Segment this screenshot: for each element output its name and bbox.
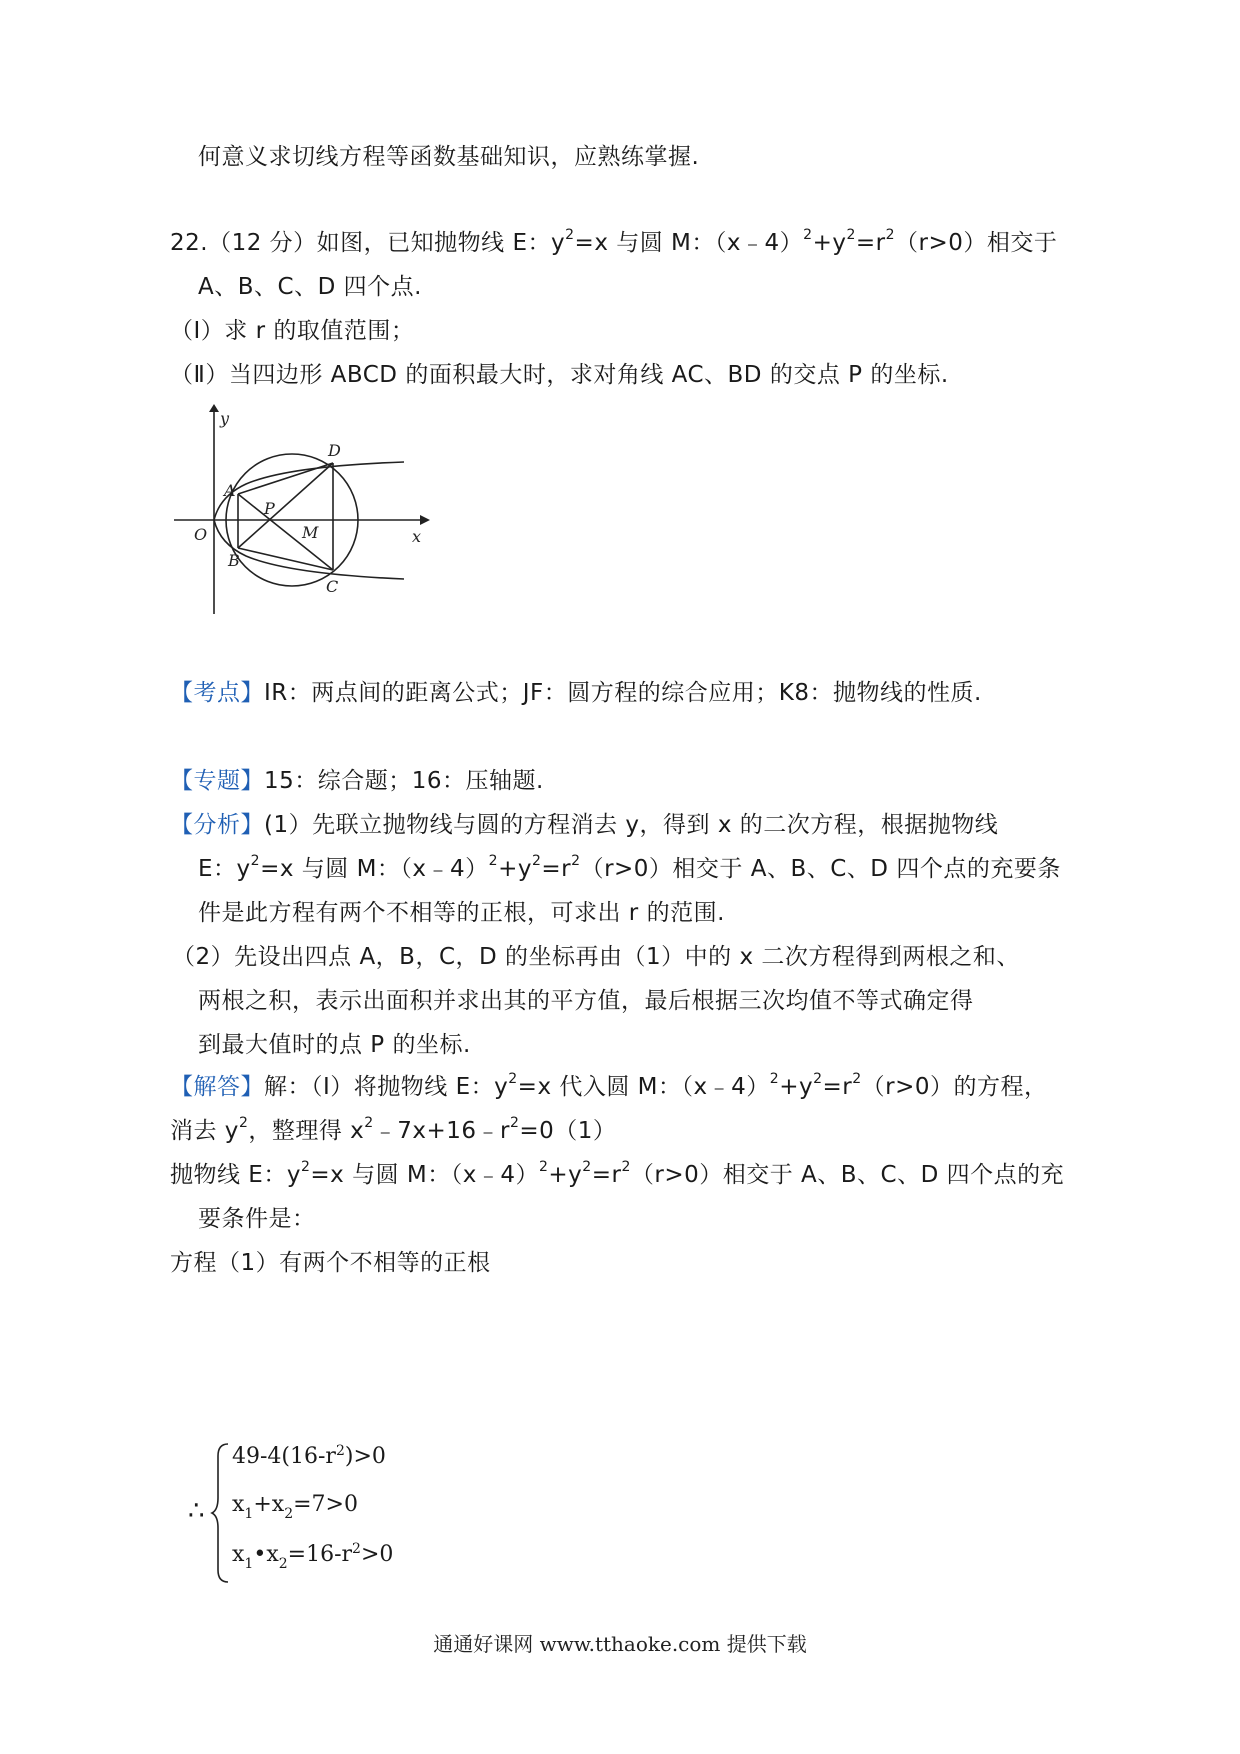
- exponent: 2: [488, 853, 499, 870]
- jieda-text: （r>0）相交于 A、B、C、D 四个点的充: [630, 1162, 1065, 1188]
- jieda-text: ﹣7x+16﹣r: [373, 1118, 510, 1144]
- fenxi-text: =x 与圆 M：（x﹣4）: [260, 856, 489, 882]
- jieda-tag: 【解答】: [170, 1074, 264, 1100]
- fenxi-text: (1）先联立抛物线与圆的方程消去 y，得到 x 的二次方程，根据抛物线: [264, 812, 999, 838]
- label-p: P: [264, 499, 275, 518]
- problem-part-1: （Ⅰ）求 r 的取值范围；: [170, 318, 415, 344]
- x-axis-arrow: [420, 515, 430, 525]
- problem-part-2: （Ⅱ）当四边形 ABCD 的面积最大时，求对角线 AC、BD 的交点 P 的坐标.: [170, 362, 949, 388]
- jieda-text: 消去 y: [170, 1118, 239, 1144]
- label-a: A: [224, 481, 236, 500]
- exponent: 2: [852, 1071, 862, 1088]
- system-row-1: [232, 1444, 386, 1469]
- jieda-line-5: 方程（1）有两个不相等的正根: [170, 1250, 491, 1276]
- system-text: 49-4(16-r: [232, 1444, 336, 1469]
- jieda-text: +y: [548, 1162, 583, 1188]
- exponent: 2: [621, 1159, 631, 1176]
- fenxi-tag: 【分析】: [170, 812, 264, 838]
- zhuanti-tag: 【专题】: [170, 768, 264, 794]
- fenxi-line-6: 到最大值时的点 P 的坐标.: [198, 1032, 471, 1058]
- jieda-text: =x 与圆 M：（x﹣4）: [310, 1162, 539, 1188]
- exponent: 2: [352, 1541, 361, 1557]
- subscript: 1: [244, 1556, 254, 1572]
- exponent: 2: [508, 1071, 518, 1088]
- figure-parabola-circle: [168, 404, 438, 618]
- exponent: 2: [509, 1115, 520, 1132]
- inequality-system: [188, 1440, 448, 1586]
- system-text: >0: [360, 1542, 394, 1567]
- label-m: M: [302, 523, 319, 542]
- zhuanti-line: [170, 766, 544, 796]
- subscript: 2: [284, 1506, 294, 1522]
- system-row-3: [232, 1541, 394, 1572]
- exponent: 2: [571, 853, 581, 870]
- system-text: x: [232, 1542, 245, 1567]
- exponent: 2: [238, 1115, 249, 1132]
- y-axis-arrow: [209, 404, 219, 412]
- fenxi-line-3: 件是此方程有两个不相等的正根，可求出 r 的范围.: [198, 900, 725, 926]
- left-brace: [210, 1440, 232, 1586]
- problem-text: =x 与圆 M：（x﹣4）: [574, 230, 804, 256]
- kaodian-text: IR：两点间的距离公式；JF：圆方程的综合应用；K8：抛物线的性质.: [264, 680, 982, 706]
- exponent: 2: [300, 1159, 311, 1176]
- jieda-text: +y: [779, 1074, 814, 1100]
- subscript: 2: [278, 1556, 288, 1572]
- subscript: 1: [244, 1506, 254, 1522]
- fenxi-line-2: [198, 854, 1061, 884]
- exponent: 2: [582, 1159, 592, 1176]
- exponent: 2: [885, 227, 896, 244]
- exponent: 2: [803, 227, 813, 244]
- footer: 通通好课网 www.tthaoke.com 提供下载: [433, 1632, 807, 1656]
- jieda-text: 抛物线 E：y: [170, 1162, 301, 1188]
- problem-text: 22.（12 分）如图，已知抛物线 E：y: [170, 230, 566, 256]
- jieda-line-4: 要条件是：: [198, 1206, 316, 1232]
- problem-text: =r: [855, 230, 886, 256]
- label-b: B: [228, 551, 240, 570]
- jieda-text: =r: [591, 1162, 622, 1188]
- zhuanti-text: 15：综合题；16：压轴题.: [264, 768, 544, 794]
- therefore-symbol: ∴: [188, 1496, 205, 1526]
- fenxi-text: E：y: [198, 856, 251, 882]
- exponent: 2: [335, 1443, 345, 1459]
- exponent: 2: [565, 227, 575, 244]
- problem-line-1: [170, 228, 1057, 258]
- jieda-line-1: [170, 1072, 1048, 1102]
- label-o: O: [194, 525, 208, 544]
- system-text: +x: [253, 1492, 285, 1517]
- system-row-2: [232, 1492, 358, 1522]
- system-text: =16-r: [287, 1542, 353, 1567]
- intro-line: 何意义求切线方程等函数基础知识，应熟练掌握.: [198, 144, 700, 170]
- jieda-line-3: [170, 1160, 1064, 1190]
- fenxi-line-1: [170, 810, 998, 840]
- system-text: )>0: [344, 1444, 386, 1469]
- jieda-text: =x 代入圆 M：（x﹣4）: [517, 1074, 770, 1100]
- jieda-text: 解：（Ⅰ）将抛物线 E：y: [264, 1074, 509, 1100]
- fenxi-text: +y: [498, 856, 532, 882]
- fenxi-line-4: （2）先设出四点 A，B，C，D 的坐标再由（1）中的 x 二次方程得到两根之和、: [172, 944, 1020, 970]
- problem-text: +y: [812, 230, 847, 256]
- jieda-text: ，整理得 x: [248, 1118, 365, 1144]
- fenxi-text: =r: [541, 856, 572, 882]
- exponent: 2: [769, 1071, 780, 1088]
- exponent: 2: [531, 853, 542, 870]
- problem-line-2: A、B、C、D 四个点.: [198, 274, 422, 300]
- exponent: 2: [364, 1115, 374, 1132]
- system-text: x: [232, 1492, 245, 1517]
- system-text: •x: [253, 1542, 279, 1567]
- jieda-line-2: [170, 1116, 616, 1146]
- jieda-text: （r>0）的方程，: [861, 1074, 1048, 1100]
- label-y: y: [220, 409, 230, 428]
- kaodian-line: [170, 678, 982, 708]
- exponent: 2: [538, 1159, 549, 1176]
- fenxi-line-5: 两根之积，表示出面积并求出其的平方值，最后根据三次均值不等式确定得: [198, 988, 974, 1014]
- kaodian-tag: 【考点】: [170, 680, 264, 706]
- system-text: =7>0: [293, 1492, 358, 1517]
- label-x: x: [412, 527, 422, 546]
- label-d: D: [328, 441, 341, 460]
- problem-text: （r>0）相交于: [895, 230, 1058, 256]
- label-c: C: [326, 577, 339, 596]
- exponent: 2: [813, 1071, 823, 1088]
- jieda-text: =r: [822, 1074, 853, 1100]
- jieda-text: =0（1）: [519, 1118, 617, 1144]
- exponent: 2: [846, 227, 856, 244]
- fenxi-text: （r>0）相交于 A、B、C、D 四个点的充要条: [580, 856, 1061, 882]
- exponent: 2: [250, 853, 261, 870]
